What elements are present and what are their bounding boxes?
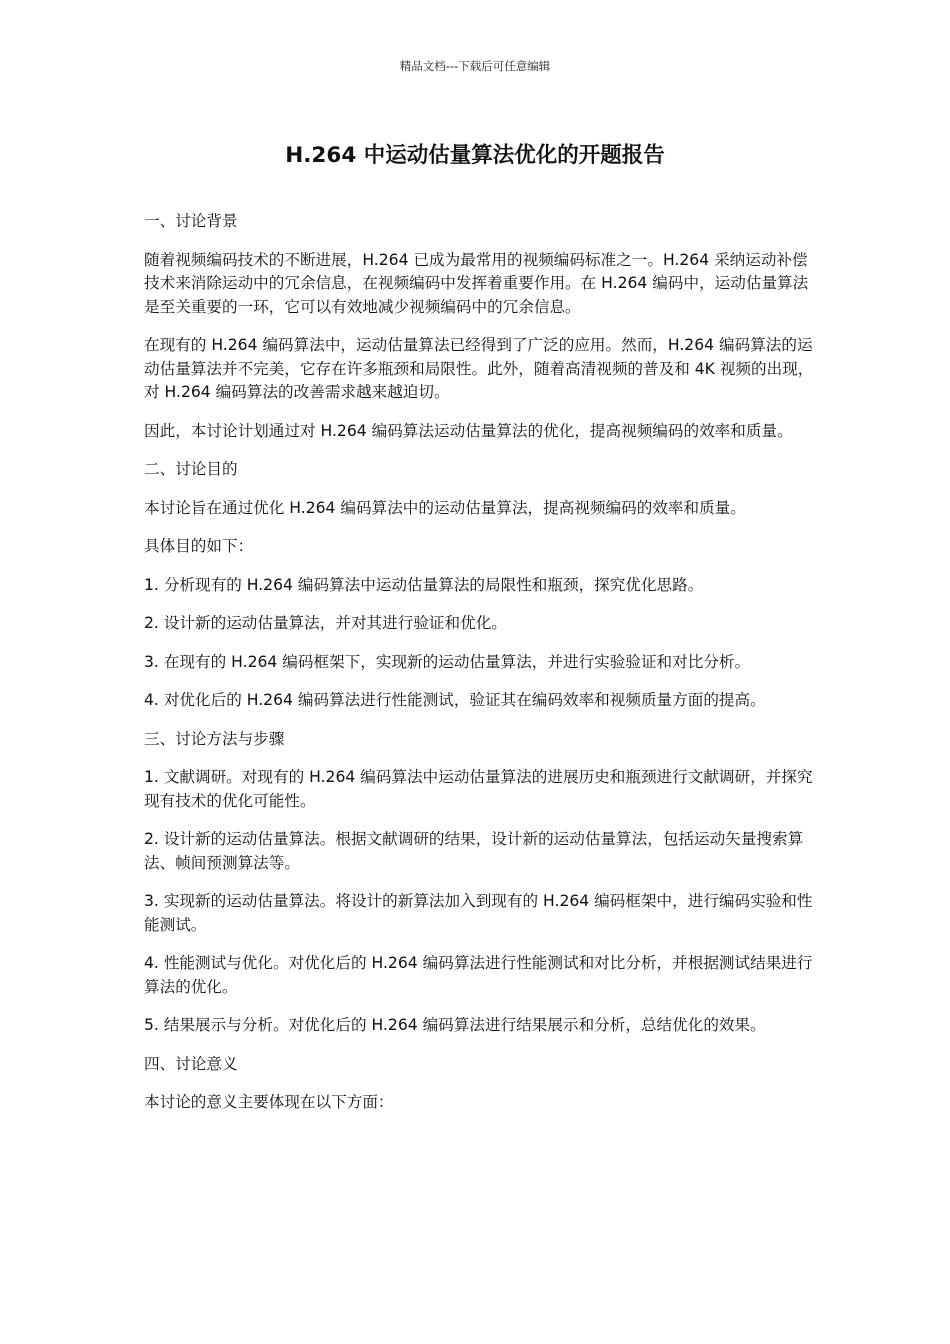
section-heading: 一、讨论背景 (144, 212, 238, 230)
list-item: 5. 结果展示与分析。对优化后的 H.264 编码算法进行结果展示和分析，总结优化的效果。 (144, 1016, 766, 1034)
document-title: H.264 中运动估量算法优化的开题报告 (285, 143, 665, 168)
body-paragraph: 具体目的如下： (144, 537, 254, 555)
document-body (144, 210, 814, 1130)
list-item: 2. 设计新的运动估量算法。根据文献调研的结果，设计新的运动估量算法，包括运动矢量搜索算法、帧间预测算法等。 (144, 830, 804, 872)
section-heading: 三、讨论方法与步骤 (144, 729, 285, 748)
list-item: 4. 性能测试与优化。对优化后的 H.264 编码算法进行性能测试和对比分析，并根据测试结果进行算法的优化。 (144, 954, 813, 996)
body-paragraph: 在现有的 H.264 编码算法中，运动估量算法已经得到了广泛的应用。然而，H.264 编码算法的运动估量算法并不完美，它存在许多瓶颈和局限性。此外，随着高清视频的普及和 4K 视频的出现，对 H.264 编码算法的改善需求越来越迫切。 (144, 336, 814, 401)
list-item: 3. 实现新的运动估量算法。将设计的新算法加入到现有的 H.264 编码框架中，进行编码实验和性能测试。 (144, 892, 813, 934)
list-item: 4. 对优化后的 H.264 编码算法进行性能测试，验证其在编码效率和视频质量方面的提高。 (144, 691, 766, 709)
list-item: 1. 分析现有的 H.264 编码算法中运动估量算法的局限性和瓶颈，探究优化思路。 (144, 575, 704, 594)
section-heading: 四、讨论意义 (144, 1054, 238, 1073)
body-paragraph: 本讨论的意义主要体现在以下方面： (144, 1093, 394, 1111)
list-item: 3. 在现有的 H.264 编码框架下，实现新的运动估量算法，并进行实验验证和对比分析。 (144, 652, 751, 671)
body-paragraph: 因此，本讨论计划通过对 H.264 编码算法运动估量算法的优化，提高视频编码的效率和质量。 (144, 421, 793, 440)
list-item: 2. 设计新的运动估量算法，并对其进行验证和优化。 (144, 614, 507, 632)
list-item: 1. 文献调研。对现有的 H.264 编码算法中运动估量算法的进展历史和瓶颈进行文献调研，并探究现有技术的优化可能性。 (144, 768, 813, 810)
section-heading: 二、讨论目的 (144, 460, 238, 478)
body-paragraph: 本讨论旨在通过优化 H.264 编码算法中的运动估量算法，提高视频编码的效率和质量。 (144, 498, 746, 517)
header-note: 精品文档---下载后可任意编辑 (399, 59, 551, 73)
body-paragraph: 随着视频编码技术的不断进展，H.264 已成为最常用的视频编码标准之一。H.264 采纳运动补偿技术来消除运动中的冗余信息，在视频编码中发挥着重要作用。在 H.264 编码中，运动估量算法是至关重要的一环，它可以有效地减少视频编码中的冗余信息。 (144, 250, 809, 316)
